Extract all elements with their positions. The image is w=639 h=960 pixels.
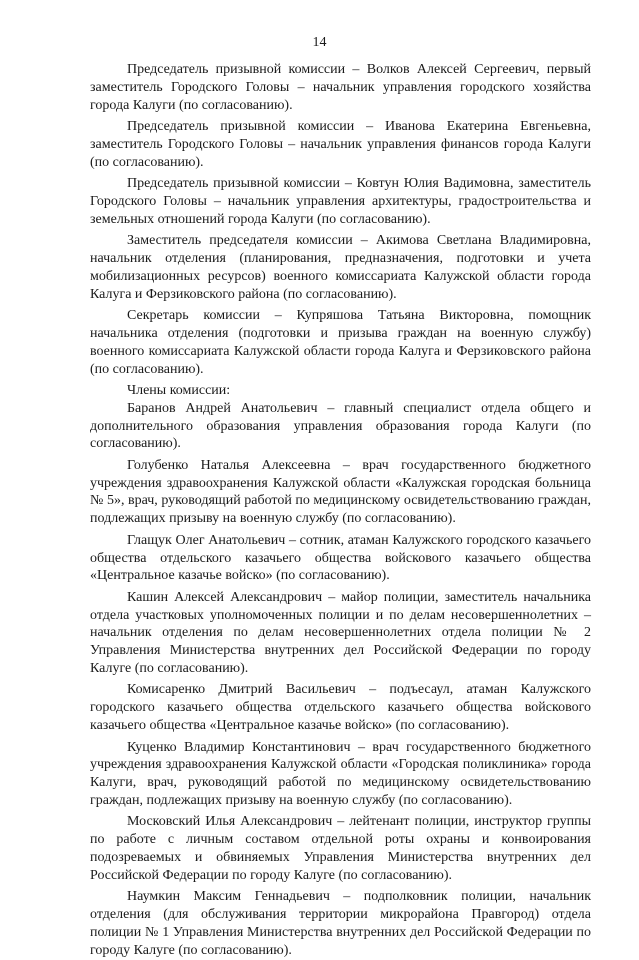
paragraph-member: Баранов Андрей Анатольевич – главный специалист отдела общего и дополнительного образования управления образования города Калуги (по согласованию). bbox=[90, 400, 591, 452]
members-heading: Члены комиссии: bbox=[127, 382, 231, 398]
paragraph-chairman-ivanova: Председатель призывной комиссии – Иванова Екатерина Евгеньевна, заместитель Городского Головы – начальник управления финансов города Калуги (по согласованию). bbox=[90, 119, 591, 170]
paragraph-member: Кашин Алексей Александрович – майор полиции, заместитель начальника отдела участковых уполномоченных полиции и по делам несовершеннолетних – начальник отделения по делам несовершеннолетних отдела полиции № 2 Управления Министерства внутренних дел Российской Федерации по городу Калуге (по согласованию). bbox=[90, 589, 591, 676]
paragraph-chairman-volkov: Председатель призывной комиссии – Волков Алексей Сергеевич, первый заместитель Городского Головы – начальник управления городского хозяйства города Калуги (по согласованию). bbox=[90, 62, 591, 113]
paragraph-chairman-kovtun: Председатель призывной комиссии – Ковтун Юлия Вадимовна, заместитель Городского Головы – начальник управления архитектуры, градостроительства и земельных отношений города Калуги (по согласованию). bbox=[90, 176, 591, 227]
page-number: 14 bbox=[312, 35, 327, 50]
paragraph-deputy-chairman: Заместитель председателя комиссии – Акимова Светлана Владимировна, начальник отделения (планирования, предназначения, подготовки и учета мобилизационных ресурсов) военного комиссариата Калужской области города Калуга и Ферзиковского района (по согласованию). bbox=[90, 233, 591, 302]
paragraph-member: Голубенко Наталья Алексеевна – врач государственного бюджетного учреждения здравоохранения Калужской области «Калужская городская больница № 5», врач, руководящий работой по медицинскому освидетельствованию граждан, подлежащих призыву на военную службу (по согласованию). bbox=[90, 457, 591, 527]
document-body bbox=[90, 61, 591, 960]
paragraph-member: Московский Илья Александрович – лейтенант полиции, инструктор группы по работе с личным составом отдельной роты охраны и конвоирования подозреваемых и обвиняемых Управления Министерства внутренних дел Российской Федерации по городу Калуге (по согласованию). bbox=[90, 814, 591, 883]
paragraph-member: Наумкин Максим Геннадьевич – подполковник полиции, начальник отделения (для обслуживания территории микрорайона Правгород) отдела полиции № 1 Управления Министерства внутренних дел Российской Федерации по городу Калуге (по согласованию). bbox=[90, 889, 591, 958]
paragraph-member: Комисаренко Дмитрий Васильевич – подъесаул, атаман Калужского городского казачьего общества отдельского казачьего общества войскового казачьего общества «Центральное казачье войско» (по согласованию). bbox=[90, 682, 591, 734]
paragraph-member: Куценко Владимир Константинович – врач государственного бюджетного учреждения здравоохранения Калужской области «Городская поликлиника» города Калуги, врач, руководящий работой по медицинскому освидетельствованию граждан, подлежащих призыву на военную службу (по согласованию). bbox=[90, 739, 591, 808]
paragraph-member: Глащук Олег Анатольевич – сотник, атаман Калужского городского казачьего общества отдельского казачьего общества войскового казачьего общества «Центральное казачье войско» (по согласованию). bbox=[90, 532, 591, 584]
paragraph-secretary: Секретарь комиссии – Купряшова Татьяна Викторовна, помощник начальника отделения (подготовки и призыва граждан на военную службу) военного комиссариата Калужской области города Калуга и Ферзиковского района (по согласованию). bbox=[90, 308, 591, 377]
